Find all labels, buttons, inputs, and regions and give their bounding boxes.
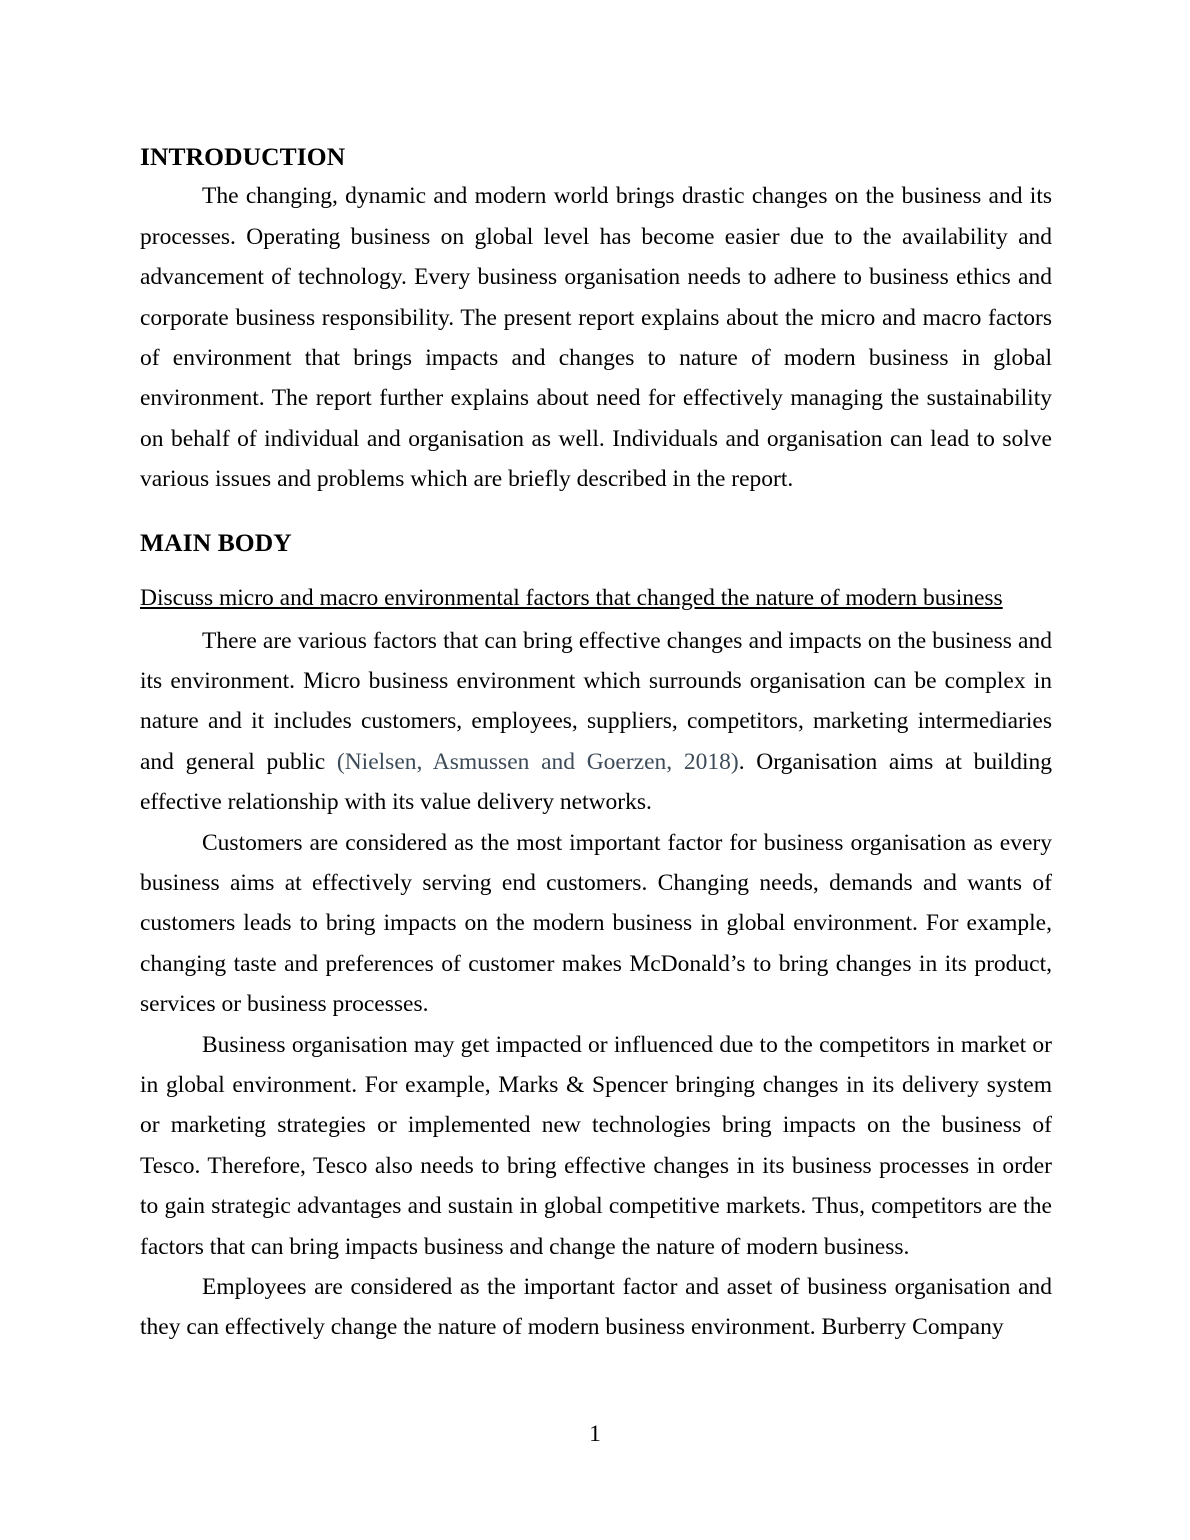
paragraph-factors-text-end: . Organisation aims at building effective relationship with its value delivery networks. (140, 748, 1052, 816)
paragraph-environmental-factors (140, 621, 1052, 823)
heading-main-body: MAIN BODY (140, 527, 292, 557)
heading-introduction: INTRODUCTION (140, 142, 346, 171)
paragraph-factors-text-start: There are various factors that can bring effective changes and impacts on the business and its environment. Micro business environment which surrounds organisation can be complex in nature and it includes customers, employees, suppliers, competitors, marketing intermediaries and general public (140, 627, 1052, 775)
paragraph-introduction: The changing, dynamic and modern world brings drastic changes on the business and its processes. Operating business on global level has become easier due to the availability and advancement of technology. Every business organisation needs to adhere to business ethics and corporate business responsibility. The present report explains about the micro and macro factors of environment that brings impacts and changes to nature of modern business in global environment. The report further explains about need for effectively managing the sustainability on behalf of individual and organisation as well. Individuals and organisation can lead to solve various issues and problems which are briefly described in the report. (140, 183, 1052, 493)
paragraph-competitors: Business organisation may get impacted or influenced due to the competitors in market or in global environment. For example, Marks & Spencer bringing changes in its delivery system or marketing strategies or implemented new technologies bring impacts on the business of Tesco. Therefore, Tesco also needs to bring effective changes in its business processes in order to gain strategic advantages and sustain in global competitive markets. Thus, competitors are the factors that can bring impacts business and change the nature of modern business. (140, 1031, 1052, 1260)
paragraph-customers: Customers are considered as the most important factor for business organisation as every business aims at effectively serving end customers. Changing needs, demands and wants of customers leads to bring impacts on the modern business in global environment. For example, changing taste and preferences of customer makes McDonald’s to bring changes in its product, services or business processes. (140, 829, 1052, 1018)
paragraph-employees: Employees are considered as the important factor and asset of business organisation and they can effectively change the nature of modern business environment. Burberry Company (140, 1274, 1052, 1341)
page-number: 1 (589, 1421, 601, 1447)
subheading-micro-macro-factors: Discuss micro and macro environmental factors that changed the nature of modern business (140, 585, 1003, 612)
inline-citation: (Nielsen, Asmussen and Goerzen, 2018) (336, 748, 739, 775)
document-body (140, 140, 1052, 1348)
